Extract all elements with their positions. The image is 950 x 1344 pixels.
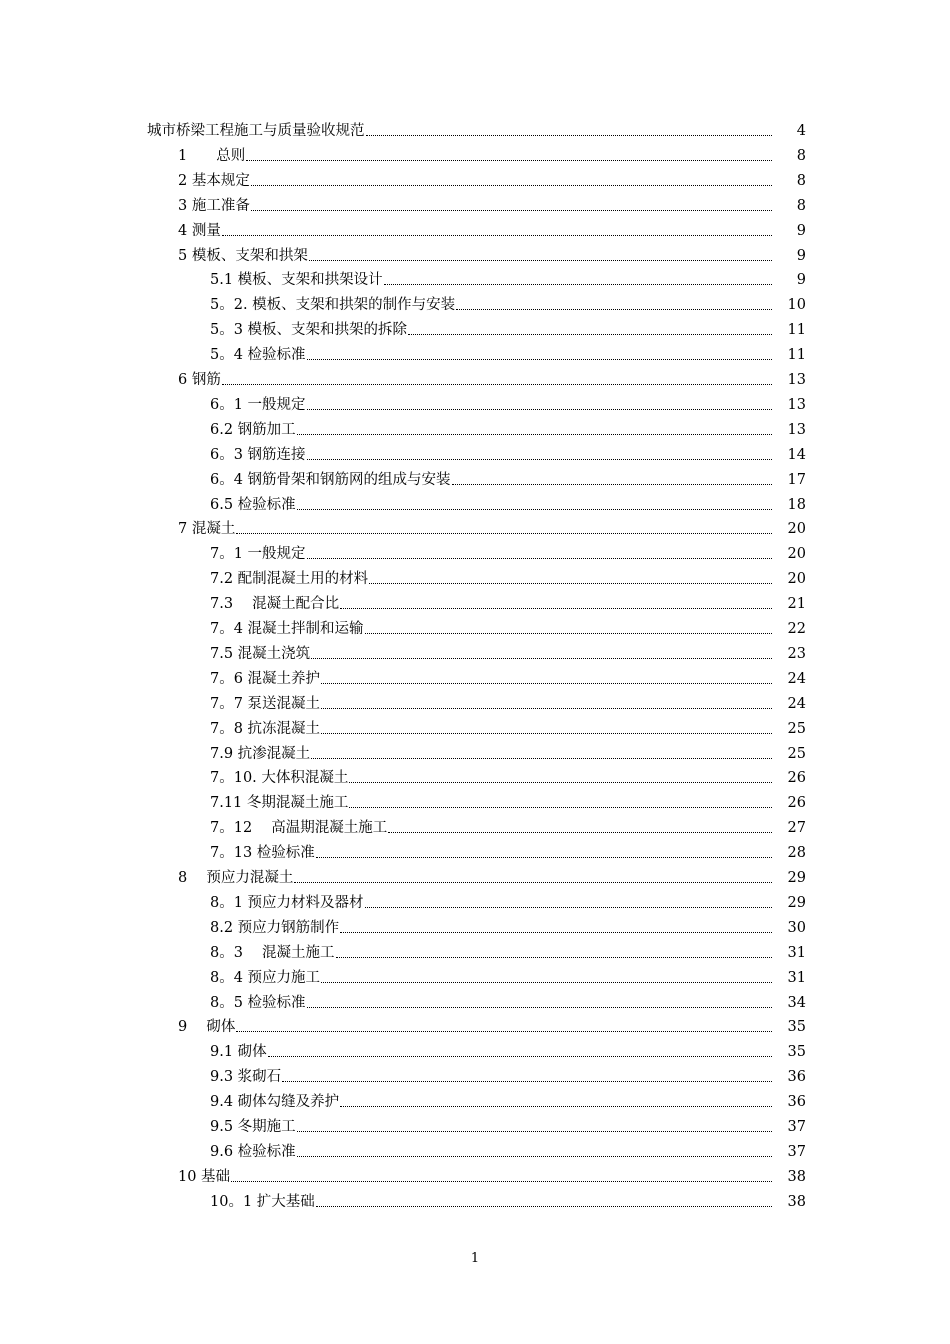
toc-entry[interactable] xyxy=(178,191,806,215)
toc-entry[interactable] xyxy=(210,265,806,289)
toc-entry-page: 11 xyxy=(787,347,806,364)
toc-entry-page: 9 xyxy=(796,272,806,289)
toc-entry[interactable] xyxy=(210,763,806,787)
toc-entry-page: 13 xyxy=(787,421,806,438)
toc-entry-label: 8。1 预应力材料及器材 xyxy=(210,894,364,911)
toc-entry[interactable] xyxy=(147,116,806,140)
toc-dot-leader xyxy=(369,583,772,584)
toc-entry-label: 6.2 钢筋加工 xyxy=(210,421,296,438)
toc-entry-page: 35 xyxy=(787,1044,806,1061)
toc-dot-leader xyxy=(311,658,772,659)
toc-dot-leader xyxy=(336,957,772,958)
toc-entry-label: 7.2 配制混凝土用的材料 xyxy=(210,571,369,588)
toc-dot-leader xyxy=(297,1156,772,1157)
toc-entry-label: 2 基本规定 xyxy=(178,172,250,189)
toc-entry[interactable] xyxy=(178,241,806,265)
toc-dot-leader xyxy=(349,807,772,808)
toc-entry[interactable] xyxy=(210,1087,806,1111)
toc-dot-leader xyxy=(316,1206,772,1207)
toc-dot-leader xyxy=(340,932,772,933)
toc-dot-leader xyxy=(321,982,772,983)
toc-entry-label: 10。1 扩大基础 xyxy=(210,1193,315,1210)
toc-entry-page: 29 xyxy=(787,894,806,911)
toc-entry-label: 7。10. 大体积混凝土 xyxy=(210,770,349,787)
toc-entry[interactable] xyxy=(178,166,806,190)
toc-entry-label: 7.11 冬期混凝土施工 xyxy=(210,795,349,812)
toc-entry-label: 10 基础 xyxy=(178,1168,231,1185)
toc-entry-label: 7。12 高温期混凝土施工 xyxy=(210,820,388,837)
toc-entry-label: 9.3 浆砌石 xyxy=(210,1069,282,1086)
toc-entry-label: 5.1 模板、支架和拱架设计 xyxy=(210,272,383,289)
toc-dot-leader xyxy=(246,160,772,161)
toc-dot-leader xyxy=(236,533,772,534)
toc-dot-leader xyxy=(408,334,772,335)
toc-entry[interactable] xyxy=(210,788,806,812)
toc-dot-leader xyxy=(384,284,772,285)
toc-entry[interactable] xyxy=(210,963,806,987)
toc-entry[interactable] xyxy=(178,365,806,389)
toc-entry-page: 24 xyxy=(787,695,806,712)
toc-entry-page: 14 xyxy=(787,446,806,463)
toc-entry-label: 7。4 混凝土拌制和运输 xyxy=(210,621,364,637)
toc-dot-leader xyxy=(388,832,772,833)
toc-entry-page: 30 xyxy=(787,919,806,936)
toc-dot-leader xyxy=(340,608,772,609)
toc-entry[interactable] xyxy=(210,1187,806,1211)
toc-dot-leader xyxy=(251,185,772,186)
toc-entry[interactable] xyxy=(210,390,806,414)
toc-dot-leader xyxy=(297,1131,772,1132)
toc-dot-leader xyxy=(294,882,772,883)
toc-dot-leader xyxy=(321,733,772,734)
toc-entry-label: 城市桥梁工程施工与质量验收规范 xyxy=(147,123,365,139)
toc-entry[interactable] xyxy=(210,888,806,912)
toc-dot-leader xyxy=(365,907,772,908)
toc-entry[interactable] xyxy=(210,1037,806,1061)
toc-dot-leader xyxy=(282,1081,772,1082)
toc-entry-page: 37 xyxy=(787,1119,806,1135)
toc-entry[interactable] xyxy=(210,564,806,588)
toc-entry-page: 10 xyxy=(787,297,806,314)
toc-dot-leader xyxy=(251,210,772,211)
toc-entry-page: 13 xyxy=(787,372,806,388)
toc-entry-label: 8。3 混凝土施工 xyxy=(210,944,335,961)
toc-dot-leader xyxy=(236,1031,772,1032)
toc-entry-label: 7。1 一般规定 xyxy=(210,546,306,563)
toc-entry-label: 6。4 钢筋骨架和钢筋网的组成与安装 xyxy=(210,471,451,488)
toc-dot-leader xyxy=(321,708,772,709)
toc-dot-leader xyxy=(307,359,772,360)
toc-entry[interactable] xyxy=(210,938,806,962)
toc-entry[interactable] xyxy=(178,216,806,240)
toc-entry[interactable] xyxy=(210,664,806,688)
toc-entry-page: 13 xyxy=(787,396,806,413)
toc-entry-label: 9 砌体 xyxy=(178,1019,236,1036)
toc-dot-leader xyxy=(297,434,772,435)
toc-dot-leader xyxy=(321,683,772,684)
toc-entry-label: 7。7 泵送混凝土 xyxy=(210,695,321,712)
toc-entry[interactable] xyxy=(210,838,806,862)
toc-entry[interactable] xyxy=(210,1137,806,1161)
toc-entry[interactable] xyxy=(210,689,806,713)
toc-entry[interactable] xyxy=(178,1012,806,1036)
toc-entry-label: 3 施工准备 xyxy=(178,197,250,214)
toc-dot-leader xyxy=(309,260,772,261)
toc-entry-label: 8 预应力混凝土 xyxy=(178,870,294,886)
toc-entry-label: 4 测量 xyxy=(178,222,221,239)
toc-entry[interactable] xyxy=(210,614,806,638)
toc-entry[interactable] xyxy=(210,315,806,339)
toc-entry-label: 5 模板、支架和拱架 xyxy=(178,247,308,264)
toc-entry-page: 27 xyxy=(787,820,806,837)
toc-entry-label: 9.4 砌体勾缝及养护 xyxy=(210,1094,340,1111)
toc-entry[interactable] xyxy=(178,141,806,165)
toc-dot-leader xyxy=(316,857,772,858)
toc-entry-page: 35 xyxy=(787,1019,806,1036)
toc-entry-label: 8.2 预应力钢筋制作 xyxy=(210,919,340,936)
toc-entry-page: 28 xyxy=(787,845,806,862)
toc-dot-leader xyxy=(307,409,772,410)
toc-entry-label: 1 总则 xyxy=(178,147,246,164)
toc-entry-label: 7.3 混凝土配合比 xyxy=(210,596,340,613)
toc-entry-page: 11 xyxy=(787,322,806,339)
toc-entry-label: 6.5 检验标准 xyxy=(210,496,296,513)
toc-entry[interactable] xyxy=(178,1162,806,1186)
toc-entry-label: 6。1 一般规定 xyxy=(210,396,306,413)
toc-dot-leader xyxy=(349,782,772,783)
toc-dot-leader xyxy=(307,558,772,559)
toc-entry[interactable] xyxy=(210,1112,806,1136)
toc-entry-page: 20 xyxy=(787,546,806,563)
toc-dot-leader xyxy=(340,1106,772,1107)
toc-entry-page: 29 xyxy=(787,870,806,886)
toc-entry-page: 20 xyxy=(787,571,806,588)
toc-entry-page: 8 xyxy=(796,147,806,164)
page-number: 1 xyxy=(470,1251,480,1266)
toc-entry-label: 9.6 检验标准 xyxy=(210,1143,296,1160)
toc-entry-label: 6 钢筋 xyxy=(178,372,221,388)
toc-entry-label: 8。5 检验标准 xyxy=(210,994,306,1011)
toc-entry-page: 26 xyxy=(787,795,806,812)
toc-entry[interactable] xyxy=(210,340,806,364)
toc-dot-leader xyxy=(231,1181,772,1182)
toc-entry-label: 7。13 检验标准 xyxy=(210,845,315,862)
toc-entry-label: 7.9 抗渗混凝土 xyxy=(210,745,311,762)
toc-entry-page: 24 xyxy=(787,670,806,687)
toc-entry-page: 8 xyxy=(796,197,806,214)
toc-entry-page: 26 xyxy=(787,770,806,787)
toc-entry-page: 25 xyxy=(787,745,806,762)
toc-entry-page: 8 xyxy=(796,172,806,189)
toc-entry[interactable] xyxy=(210,913,806,937)
toc-entry-page: 38 xyxy=(787,1193,806,1210)
toc-entry-page: 38 xyxy=(787,1168,806,1185)
toc-entry-page: 17 xyxy=(787,471,806,488)
toc-entry-label: 5。2. 模板、支架和拱架的制作与安装 xyxy=(210,297,456,314)
toc-entry-label: 7。8 抗冻混凝土 xyxy=(210,720,321,737)
toc-dot-leader xyxy=(456,309,772,310)
toc-entry-page: 18 xyxy=(787,496,806,513)
toc-entry-page: 4 xyxy=(796,123,806,139)
toc-entry-page: 31 xyxy=(787,944,806,961)
toc-entry[interactable] xyxy=(210,539,806,563)
toc-entry-page: 9 xyxy=(796,222,806,239)
toc-dot-leader xyxy=(307,459,772,460)
toc-dot-leader xyxy=(366,135,773,136)
toc-entry[interactable] xyxy=(210,465,806,489)
toc-entry-page: 37 xyxy=(787,1143,806,1160)
toc-entry[interactable] xyxy=(210,739,806,763)
toc-entry-page: 22 xyxy=(787,621,806,637)
toc-entry[interactable] xyxy=(178,863,806,887)
toc-entry-page: 23 xyxy=(787,645,806,662)
toc-dot-leader xyxy=(452,484,772,485)
toc-entry[interactable] xyxy=(210,490,806,514)
toc-entry-label: 8。4 预应力施工 xyxy=(210,969,321,986)
toc-entry[interactable] xyxy=(210,1062,806,1086)
toc-dot-leader xyxy=(222,235,772,236)
toc-entry[interactable] xyxy=(210,639,806,663)
toc-dot-leader xyxy=(311,758,772,759)
toc-entry-label: 7 混凝土 xyxy=(178,521,236,538)
toc-dot-leader xyxy=(268,1056,772,1057)
toc-entry[interactable] xyxy=(210,988,806,1012)
toc-entry-label: 5。3 模板、支架和拱架的拆除 xyxy=(210,322,408,339)
toc-entry-page: 36 xyxy=(787,1094,806,1111)
toc-entry[interactable] xyxy=(210,813,806,837)
toc-entry-page: 9 xyxy=(796,247,806,264)
toc-entry-label: 9.5 冬期施工 xyxy=(210,1119,296,1135)
toc-dot-leader xyxy=(222,384,772,385)
toc-entry-page: 25 xyxy=(787,720,806,737)
toc-entry-page: 31 xyxy=(787,969,806,986)
toc-dot-leader xyxy=(307,1007,772,1008)
toc-entry-label: 5。4 检验标准 xyxy=(210,347,306,364)
toc-entry-page: 20 xyxy=(787,521,806,538)
toc-entry[interactable] xyxy=(210,290,806,314)
toc-dot-leader xyxy=(365,633,772,634)
toc-entry-page: 34 xyxy=(787,994,806,1011)
toc-entry-label: 7。6 混凝土养护 xyxy=(210,670,321,687)
toc-entry[interactable] xyxy=(210,415,806,439)
toc-entry-page: 21 xyxy=(787,596,806,613)
toc-entry[interactable] xyxy=(178,514,806,538)
toc-entry[interactable] xyxy=(210,714,806,738)
toc-entry[interactable] xyxy=(210,589,806,613)
toc-dot-leader xyxy=(297,509,772,510)
toc-entry-label: 7.5 混凝土浇筑 xyxy=(210,645,311,662)
toc-entry[interactable] xyxy=(210,440,806,464)
toc-entry-label: 6。3 钢筋连接 xyxy=(210,446,306,463)
toc-entry-page: 36 xyxy=(787,1069,806,1086)
toc-entry-label: 9.1 砌体 xyxy=(210,1044,267,1061)
